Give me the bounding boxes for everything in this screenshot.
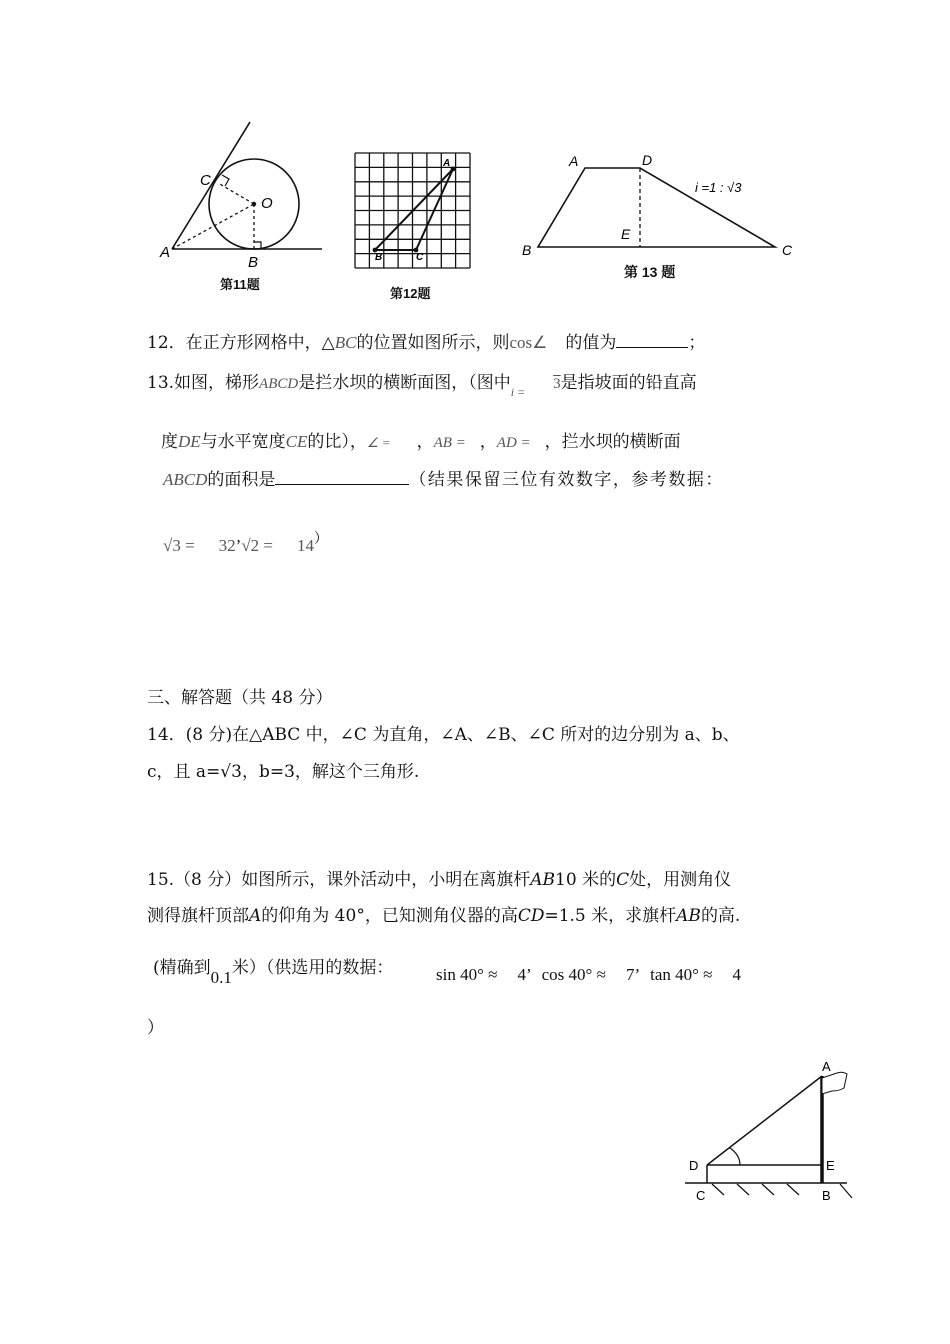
q15-v7: 7 [625, 965, 635, 984]
question-12 [147, 328, 705, 353]
question-13-line3 [163, 465, 724, 490]
q13-ce: CE [285, 432, 308, 451]
q15-v4: 4 [517, 965, 526, 984]
q15-l2-c: =1.5 米，求旗杆 [544, 906, 677, 926]
figure-13-caption: 第 13 题 [624, 264, 676, 280]
question-13-line4 [163, 528, 328, 556]
figure-11-caption: 第11题 [220, 277, 260, 292]
label-b: B [375, 252, 383, 263]
label-a: A [569, 153, 579, 169]
flag [822, 1072, 847, 1094]
q13-three: 3 [553, 376, 561, 392]
q13-comma: ， [416, 432, 434, 452]
label-e: E [621, 226, 631, 242]
tangent-line-ac [172, 122, 250, 249]
q12-answer-blank[interactable] [616, 347, 688, 348]
right-angle-c [222, 175, 229, 186]
q15-q2: ’ [634, 965, 641, 984]
angle-arc [730, 1148, 740, 1165]
q15-a: A [249, 906, 262, 926]
q13-line3-b: （结果保留三位有效数字，参考数据： [409, 470, 724, 490]
q12-end: ； [688, 333, 706, 353]
q15-precision: 0.1 [210, 968, 232, 987]
label-c: C [200, 172, 211, 189]
figure-12-caption: 第12题 [390, 286, 431, 301]
q15-cd: CD [517, 906, 545, 926]
label-a: A [822, 1059, 831, 1074]
q13-close: ） [314, 532, 329, 547]
q12-abc: BC [334, 333, 357, 352]
q13-line2-d: ，拦水坝的横断面 [544, 432, 681, 452]
figure-13 [515, 148, 800, 263]
label-d: D [689, 1158, 699, 1173]
q13-answer-blank[interactable] [275, 484, 409, 485]
q15-v4b: 4 [732, 965, 742, 984]
point-a [451, 167, 456, 172]
label-d: D [642, 152, 653, 168]
label-a: A [160, 244, 171, 261]
q15-l2-a: 测得旗杆顶部 [147, 906, 249, 926]
q13-line1-c: 是指坡面的铅直高 [560, 373, 697, 393]
q15-ab: AB [530, 870, 556, 890]
q13-line2-c: 的比）， [307, 432, 367, 452]
question-15-data [436, 965, 741, 985]
q15-l2-b: 的仰角为 40°，已知测角仪器的高 [261, 906, 518, 926]
question-13-line1 [147, 368, 697, 400]
q13-i-eq: i = [510, 385, 526, 399]
q13-comma2: ， [479, 432, 497, 452]
q13-abcd2: ABCD [163, 470, 208, 489]
question-15-close: ） [147, 1018, 164, 1038]
dashed-ao [172, 204, 254, 249]
q13-de: DE [178, 432, 201, 451]
q12-prefix: 12．在正方形网格中，△ [147, 333, 335, 353]
q15-ab2: AB [676, 906, 701, 926]
q13-sqrt3: √3 = [163, 536, 195, 555]
label-b: B [522, 242, 532, 258]
point-o [252, 202, 256, 206]
q12-cos: cos∠ [509, 333, 548, 352]
q13-line2-b: 与水平宽度 [200, 432, 286, 452]
question-14-line1: 14．(8 分)在△ABC 中，∠C 为直角，∠A、∠B、∠C 所对的边分别为 a、b、 [147, 725, 740, 745]
q15-sin: sin 40° ≈ [436, 965, 498, 984]
q15-l2-d: 的高. [700, 906, 741, 926]
q15-c: C [616, 870, 630, 890]
q13-angle: ∠ = [366, 435, 391, 450]
q13-abcd: ABCD [259, 376, 299, 392]
q15-cos: cos 40° ≈ [541, 965, 606, 984]
question-15-line1 [147, 865, 731, 890]
label-b: B [248, 254, 259, 271]
sight-line-da [707, 1076, 822, 1165]
question-15-line3 [153, 953, 393, 988]
label-e: E [826, 1158, 835, 1173]
section-3-title: 三、解答题（共 48 分） [147, 688, 333, 708]
q12-middle: 的位置如图所示，则 [356, 333, 510, 353]
q15-l1-c: 处，用测角仪 [629, 870, 732, 890]
q15-l3-a: (精确到 [153, 958, 211, 978]
q13-ab: AB = [433, 435, 466, 451]
label-c: C [416, 252, 424, 263]
ground-hatching [712, 1184, 852, 1198]
question-15-line2 [147, 901, 740, 926]
figure-11 [150, 112, 335, 297]
question-14-line2: c，且 a=√3，b=3，解这个三角形. [147, 762, 420, 782]
q13-v14: 14 [297, 536, 315, 555]
label-b: B [822, 1188, 831, 1203]
q13-v32: 32 [218, 536, 236, 555]
q13-ad: AD = [496, 435, 531, 451]
figure-12 [350, 148, 475, 273]
q13-quote: ’ [235, 536, 242, 555]
label-o: O [261, 195, 273, 212]
q13-line1-a: 13.如图，梯形 [147, 373, 260, 393]
q15-l1-a: 15.（8 分）如图所示，课外活动中，小明在离旗杆 [147, 870, 531, 890]
q13-line2-a: 度 [161, 432, 178, 452]
label-c: C [782, 242, 793, 258]
q13-line3-a: 的面积是 [207, 470, 276, 490]
slope-label: i =1 : √3 [695, 180, 742, 195]
q15-l3-b: 米）（供选用的数据： [231, 958, 394, 978]
q13-line1-b: 是拦水坝的横断面图，（图中 [298, 373, 511, 393]
label-c: C [696, 1188, 706, 1203]
figure-15 [682, 1058, 862, 1208]
dashed-oc [218, 183, 254, 204]
question-13-line2 [161, 427, 681, 452]
q15-tan: tan 40° ≈ [650, 965, 713, 984]
q15-q1: ’ [525, 965, 532, 984]
q15-l1-b: 10 米的 [555, 870, 617, 890]
q12-suffix: 的值为 [565, 333, 617, 353]
label-a: A [443, 158, 451, 169]
q13-sqrt2: √2 = [241, 536, 274, 555]
